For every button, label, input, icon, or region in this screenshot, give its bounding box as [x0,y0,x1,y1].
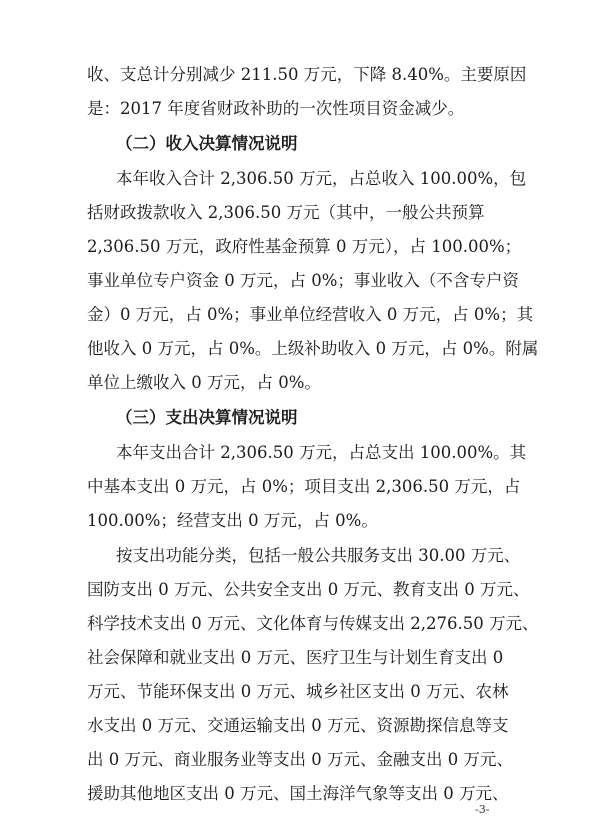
text-line: 2,306.50 万元，政府性基金预算 0 万元），占 100.00%； [87,237,522,256]
text-line: 科学技术支出 0 万元、文化体育与传媒支出 2,276.50 万元、 [87,614,539,633]
text-line: 社会保障和就业支出 0 万元、医疗卫生与计划生育支出 0 [87,648,504,667]
text-line: 金）0 万元，占 0%；事业单位经营收入 0 万元，占 0%；其 [87,305,534,324]
text-line: 出 0 万元、商业服务业等支出 0 万元、金融支出 0 万元、 [87,750,513,769]
text-line: 事业单位专户资金 0 万元，占 0%；事业收入（不含专户资 [87,271,519,290]
text-line: 援助其他地区支出 0 万元、国土海洋气象等支出 0 万元、 [87,784,509,803]
text-line: 本年支出合计 2,306.50 万元，占总支出 100.00%。其 [116,443,527,462]
text-line: 他收入 0 万元，占 0%。上级补助收入 0 万元，占 0%。附属 [87,339,539,358]
text-line: 中基本支出 0 万元，占 0%；项目支出 2,306.50 万元，占 [87,477,521,496]
section-heading-income: （二）收入决算情况说明 [116,134,298,153]
text-line: 收、支总计分别减少 211.50 万元，下降 8.40%。主要原因 [87,65,527,84]
text-line: 国防支出 0 万元、公共安全支出 0 万元、教育支出 0 万元、 [87,580,530,599]
text-line: 本年收入合计 2,306.50 万元，占总收入 100.00%，包 [116,169,527,188]
text-line: 括财政拨款收入 2,306.50 万元（其中，一般公共预算 [87,203,485,222]
text-line: 万元、节能环保支出 0 万元、城乡社区支出 0 万元、农林 [87,682,509,701]
text-line: 按支出功能分类，包括一般公共服务支出 30.00 万元、 [116,546,521,565]
text-line: 单位上缴收入 0 万元，占 0%。 [87,373,321,392]
page-number: -3- [475,803,490,816]
section-heading-expenditure: （三）支出决算情况说明 [116,408,298,427]
text-line: 水支出 0 万元、交通运输支出 0 万元、资源勘探信息等支 [87,716,509,735]
text-line: 100.00%；经营支出 0 万元，占 0%。 [87,511,378,530]
text-line: 是：2017 年度省财政补助的一次性项目资金减少。 [87,99,465,118]
